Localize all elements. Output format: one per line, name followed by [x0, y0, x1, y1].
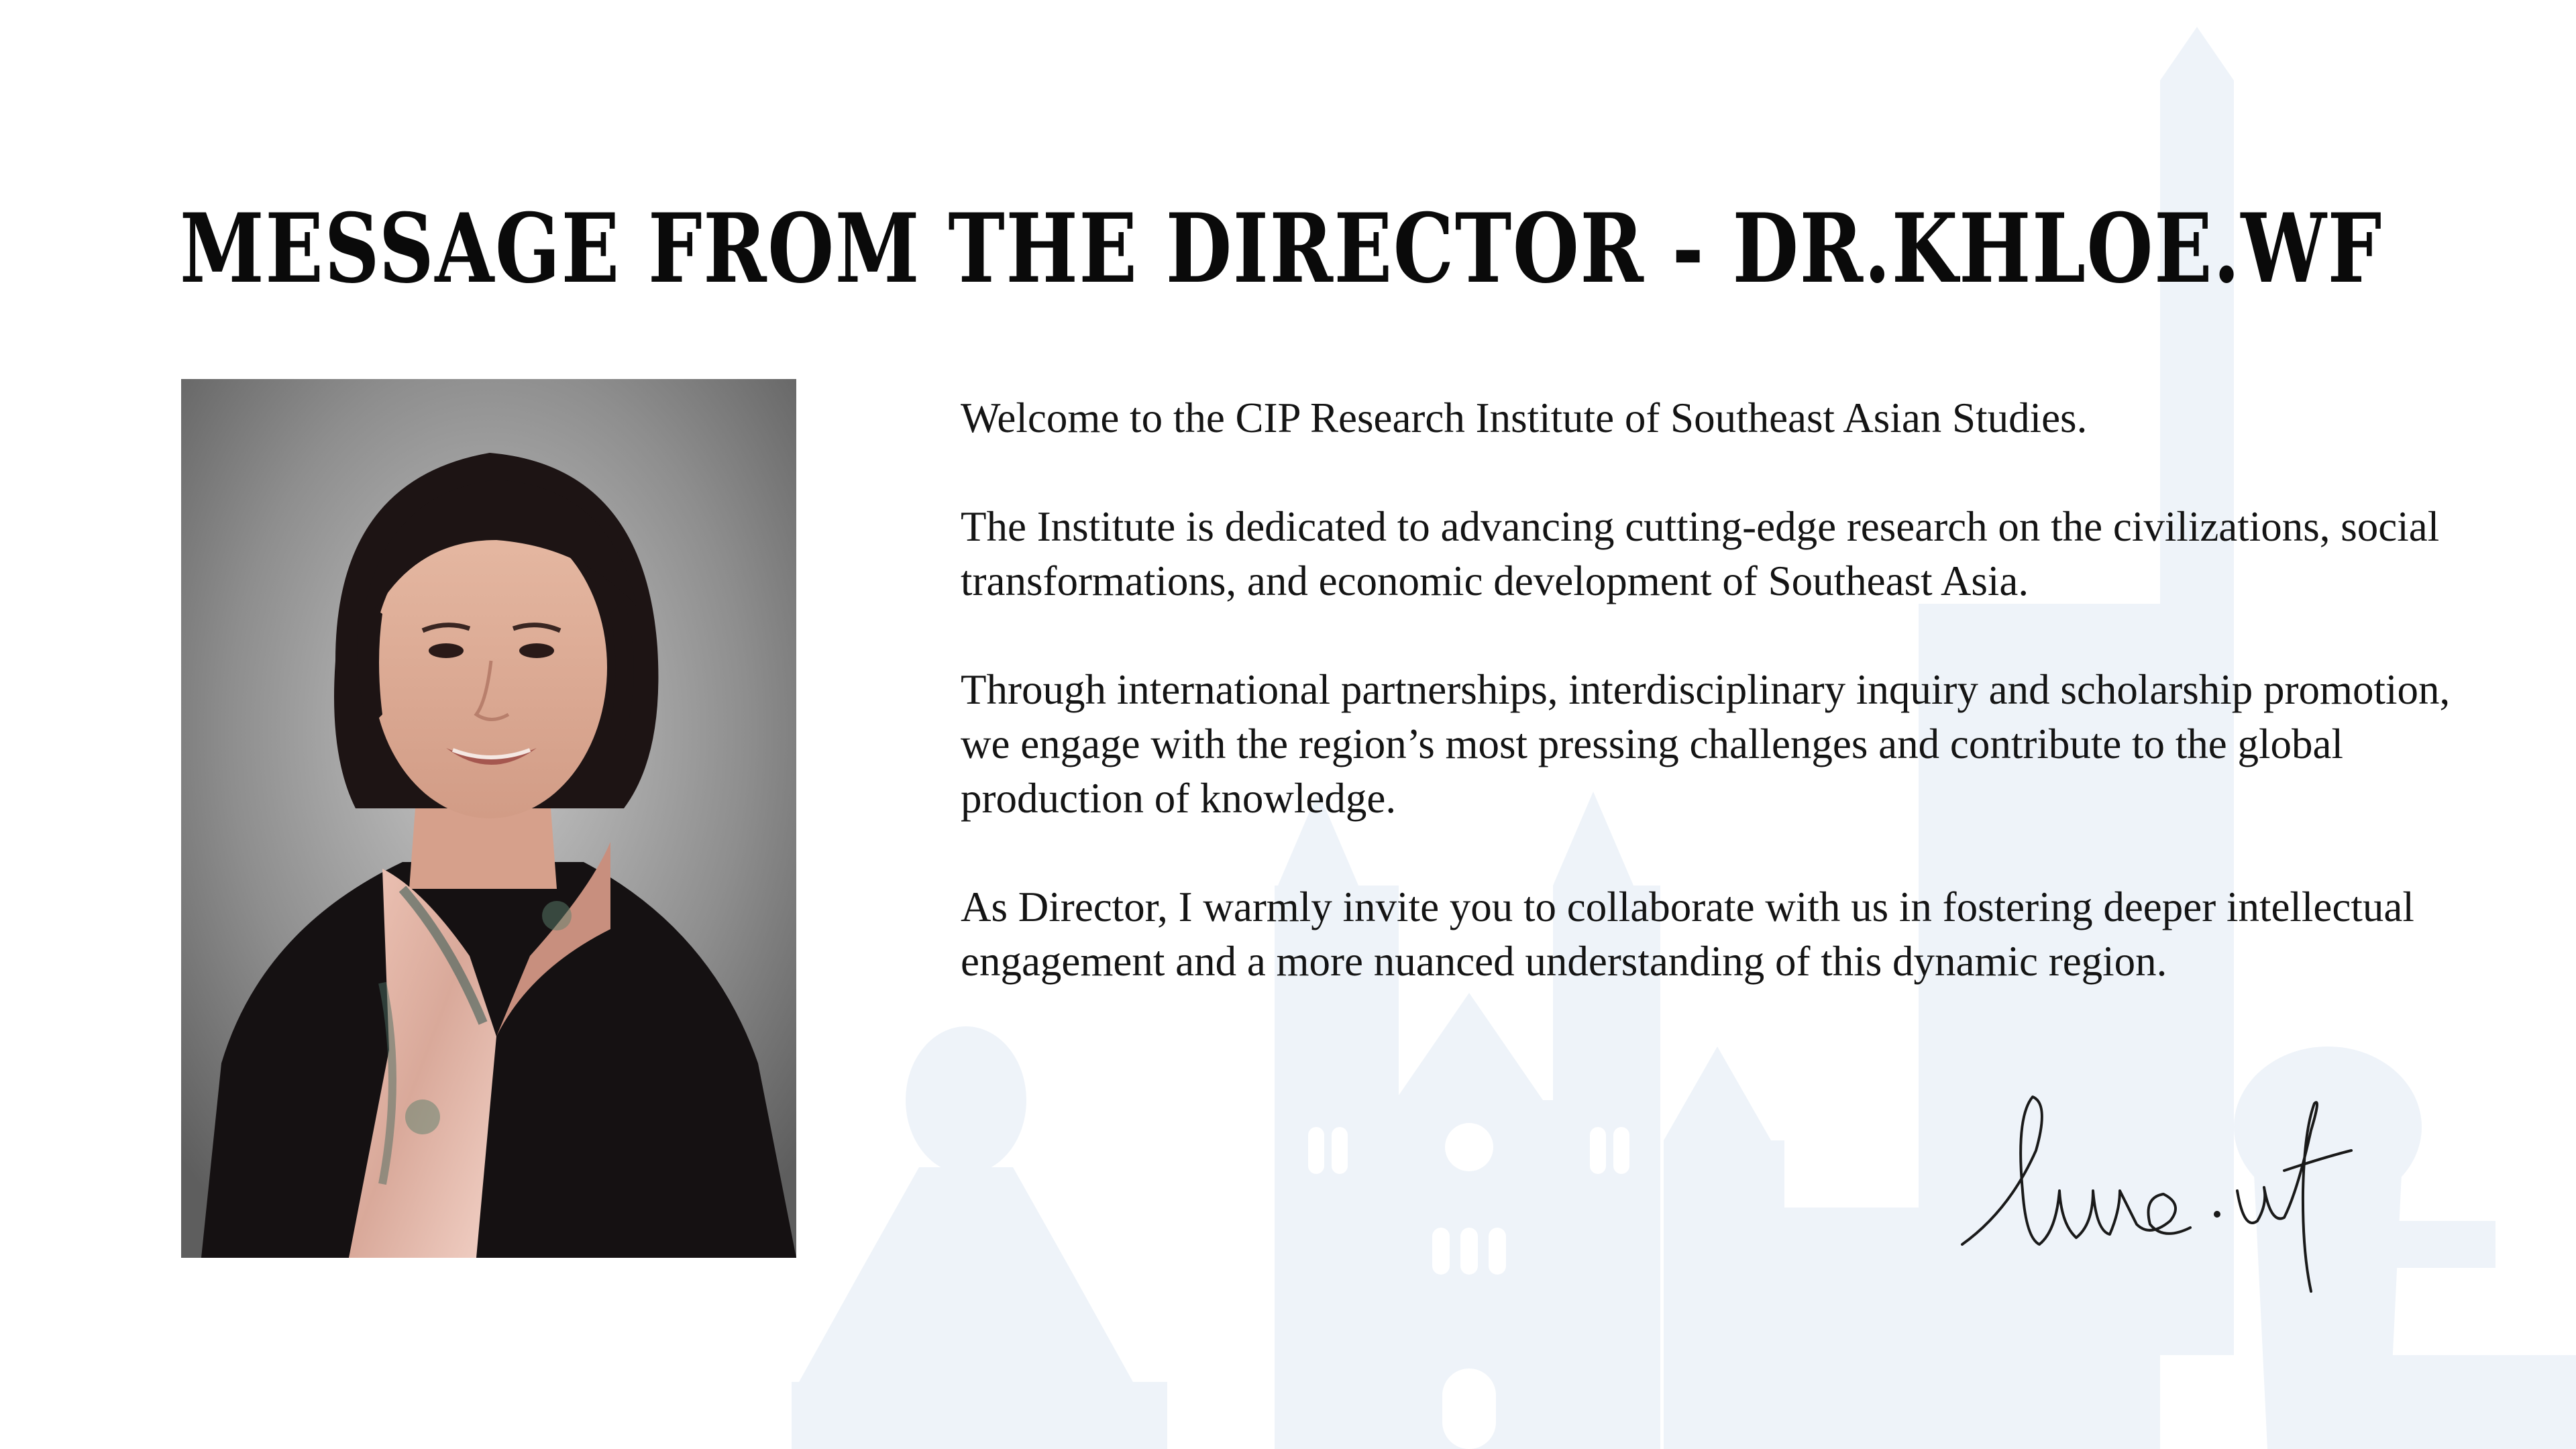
director-portrait: [181, 379, 796, 1258]
message-paragraph: The Institute is dedicated to advancing cutting-edge research on the civilizations, social transformations, and economic development of Southeast Asia.: [961, 503, 2440, 604]
signature-image: [1949, 1077, 2405, 1305]
page-title: MESSAGE FROM THE DIRECTOR - DR.KHLOE.WF: [180, 193, 2383, 305]
message-paragraph: Welcome to the CIP Research Institute of Southeast Asian Studies.: [961, 394, 2088, 441]
message-paragraph: As Director, I warmly invite you to collaborate with us in fostering deeper intellectual engagement and a more nuanced understanding of this dynamic region.: [961, 883, 2414, 985]
message-paragraph: Through international partnerships, interdisciplinary inquiry and scholarship promotion, we engage with the region’s most pressing challenges and contribute to the global production of knowledge.: [961, 666, 2451, 822]
director-message: [961, 391, 2504, 1043]
